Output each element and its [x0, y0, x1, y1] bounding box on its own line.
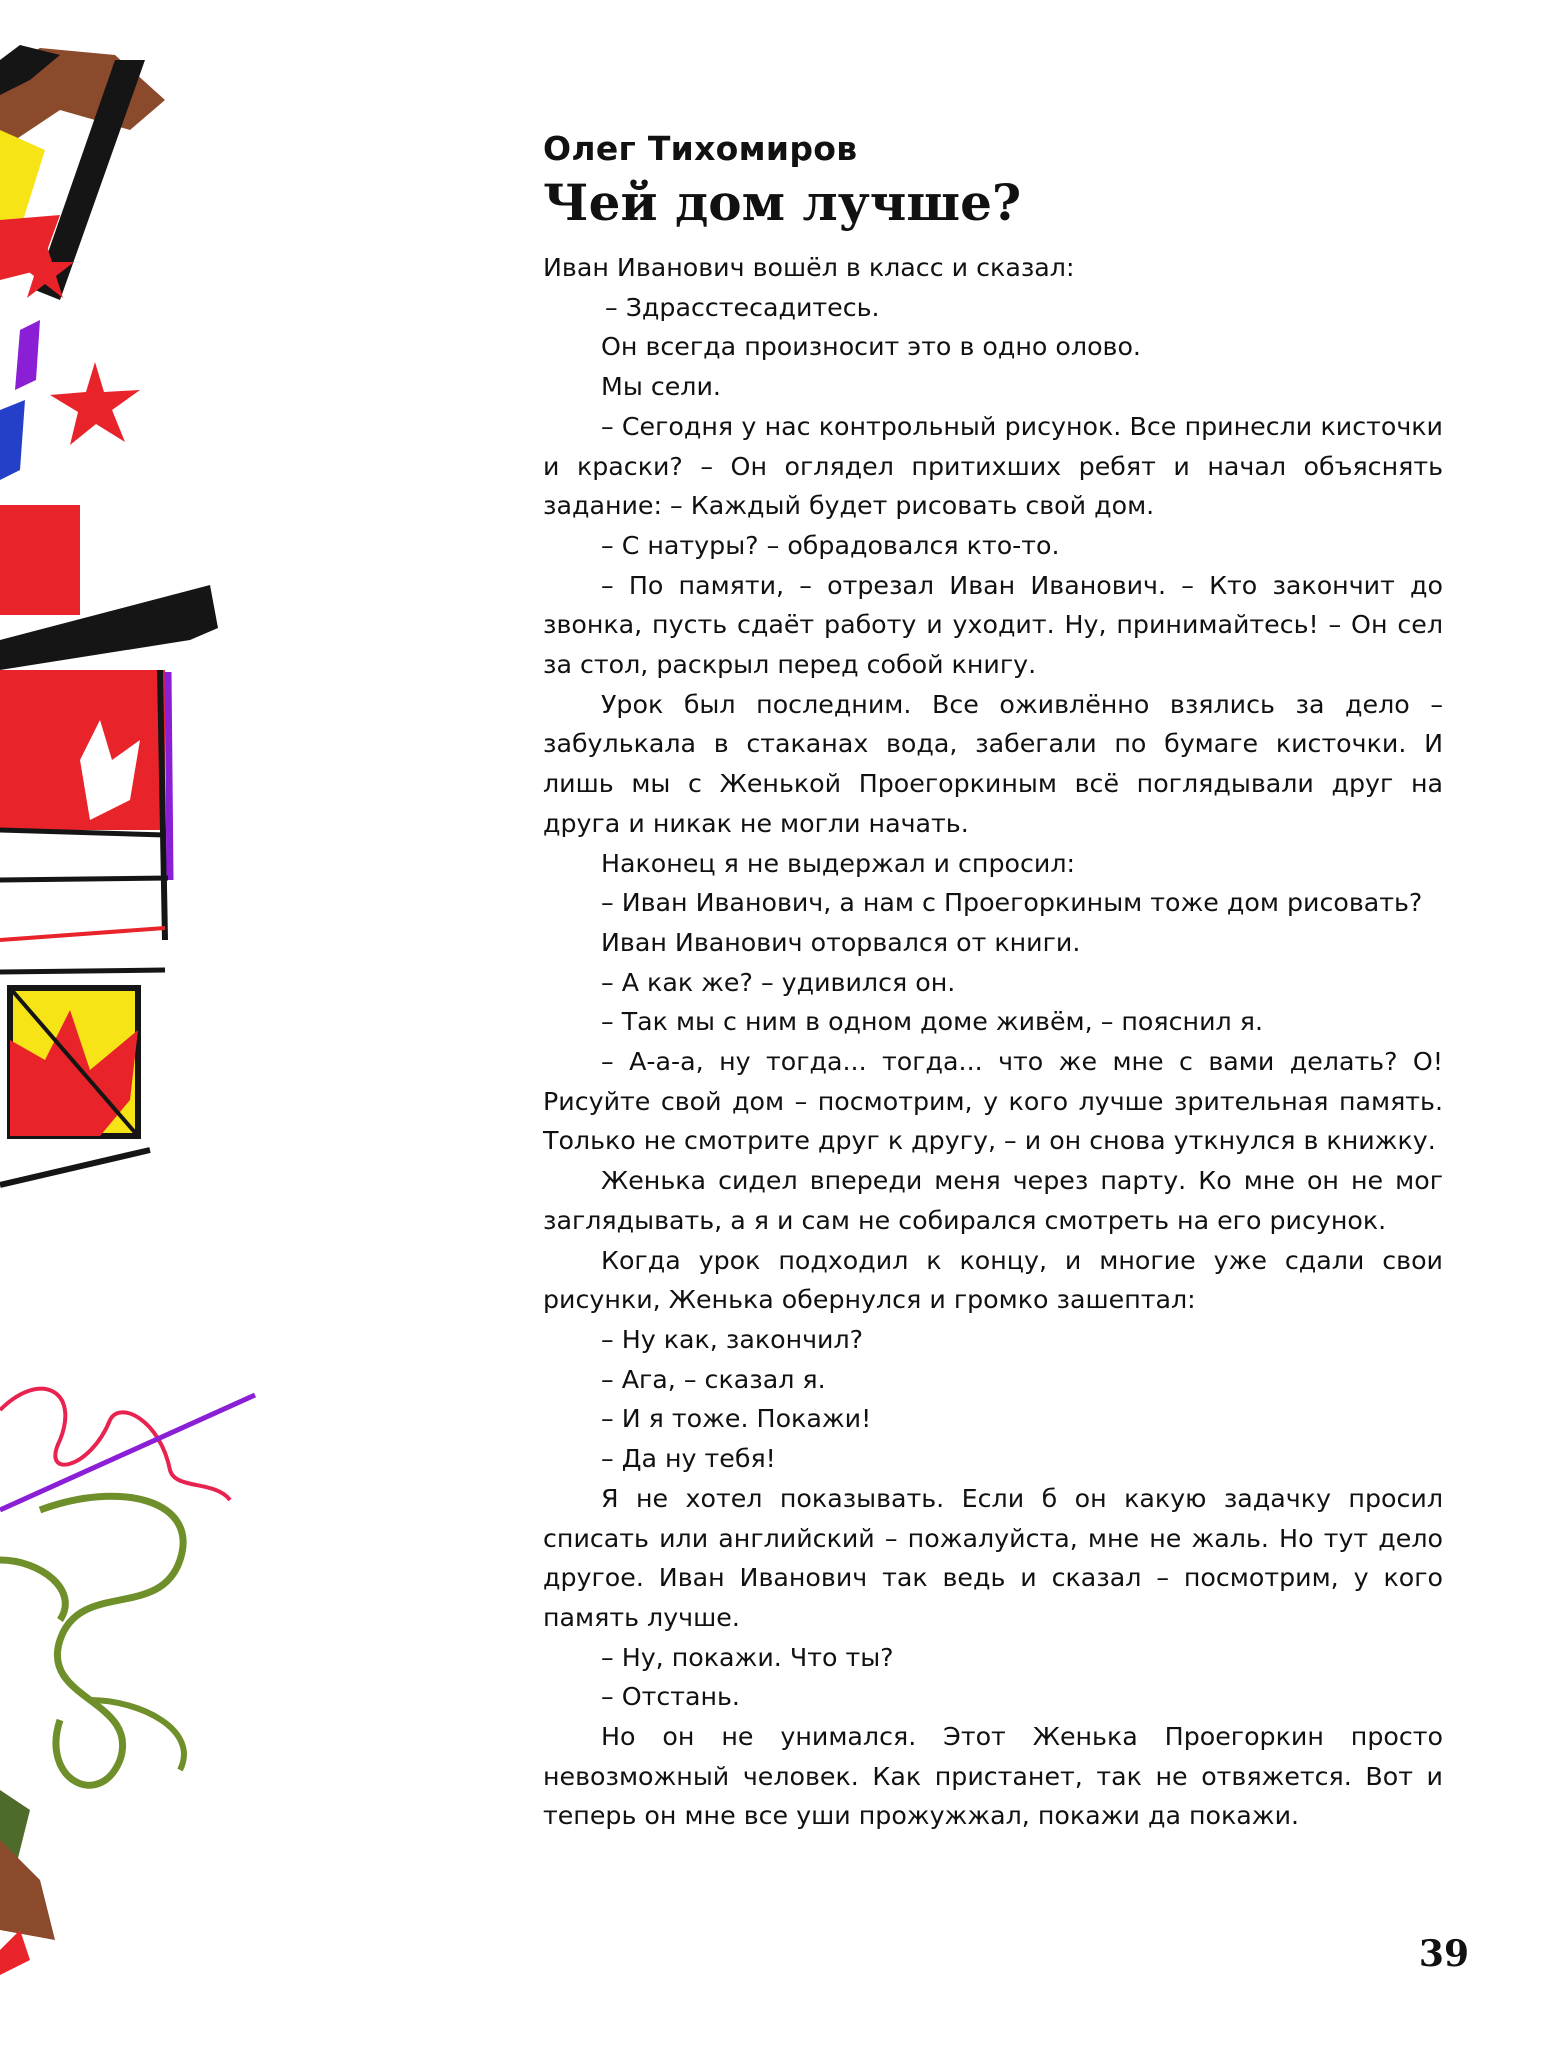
story-title: Чей дом лучше? [543, 173, 1022, 232]
paragraph: – Так мы с ним в одном доме живём, – пояснил я. [601, 1007, 1263, 1037]
paragraph: Урок был последним. Все оживлённо взялись за дело – забулькала в стаканах вода, забегали по бумаге кисточки. И лишь мы с Женькой Проегоркиным всё поглядывали друг на друга и никак не могли начать. [543, 689, 1443, 838]
paragraph: – А-а-а, ну тогда... тогда... что же мне с вами делать? О! Рисуйте свой дом – посмотрим, у кого лучше зрительная память. Только не смотрите друг к другу, – и он снова уткнулся в книжку. [543, 1047, 1443, 1156]
paragraph: Наконец я не выдержал и спросил: [601, 848, 1076, 878]
black-base-line [0, 1150, 150, 1185]
purple-shard [15, 320, 40, 390]
black-floor-line-2 [0, 878, 168, 880]
red-triangle [0, 1930, 30, 1975]
page-number: 39 [1418, 1933, 1469, 1975]
purple-house-edge [168, 672, 170, 880]
paragraph: – Отстань. [601, 1682, 740, 1712]
paragraph: – Иван Иванович, а нам с Проегоркиным тоже дом рисовать? [601, 888, 1423, 918]
brown-triangle [0, 1840, 55, 1940]
paragraph: – Ну, покажи. Что ты? [601, 1642, 894, 1672]
paragraph: Иван Иванович вошёл в класс и сказал: [543, 253, 1075, 282]
paragraph: – Сегодня у нас контрольный рисунок. Все принесли кисточки и краски? – Он оглядел притихших ребят и начал объяснять задание: – Каждый будет рисовать свой дом. [543, 411, 1443, 521]
paragraph: Когда урок подходил к концу, и многие уже сдали свои рисунки, Женька обернулся и громко зашептал: [543, 1245, 1443, 1315]
paragraph: – Здрасстесадитесь. [605, 292, 880, 322]
paragraph: Иван Иванович оторвался от книги. [601, 927, 1081, 957]
paragraph: Женька сидел впереди меня через парту. Ко мне он не мог заглядывать, а я и сам не собирался смотреть на его рисунок. [543, 1166, 1443, 1235]
story-body [543, 248, 1443, 1836]
author-name: Олег Тихомиров [543, 129, 858, 168]
paragraph: – А как же? – удивился он. [601, 967, 956, 997]
red-house-body [0, 670, 165, 830]
red-floor-line [0, 928, 165, 940]
paragraph: Он всегда произносит это в одно олово. [601, 332, 1141, 362]
paragraph: – Да ну тебя! [601, 1444, 776, 1474]
paragraph: – Ну как, закончил? [601, 1324, 864, 1354]
paragraph: Мы сели. [601, 372, 721, 402]
red-wall-block [0, 505, 80, 615]
green-scribble [0, 1496, 183, 1785]
paragraph: Но он не унимался. Этот Женька Проегоркин просто невозможный человек. Как пристанет, так не отвяжется. Вот и теперь он мне все уши прожужжал, покажи да покажи. [543, 1722, 1443, 1831]
paragraph: – И я тоже. Покажи! [601, 1404, 872, 1434]
paragraph: – Ага, – сказал я. [601, 1364, 826, 1394]
black-floor-line [0, 830, 165, 835]
decorative-illustration [0, 0, 260, 2048]
paragraph: – С натуры? – обрадовался кто-то. [601, 530, 1060, 560]
blue-shard [0, 400, 25, 480]
paragraph: – По памяти, – отрезал Иван Иванович. – Кто закончит до звонка, пусть сдаёт работу и уходит. Ну, принимайтесь! – Он сел за стол, раскрыл перед собой книгу. [543, 570, 1443, 680]
black-floor-line-3 [0, 970, 165, 972]
pink-scribble [0, 1389, 230, 1500]
red-star-large [50, 362, 140, 445]
story-column [543, 128, 1443, 1836]
paragraph: Я не хотел показывать. Если б он какую задачку просил списать или английский – пожалуйста, мне не жаль. Но тут дело другое. Иван Иванович так ведь и сказал – посмотрим, у кого память лучше. [543, 1483, 1443, 1632]
